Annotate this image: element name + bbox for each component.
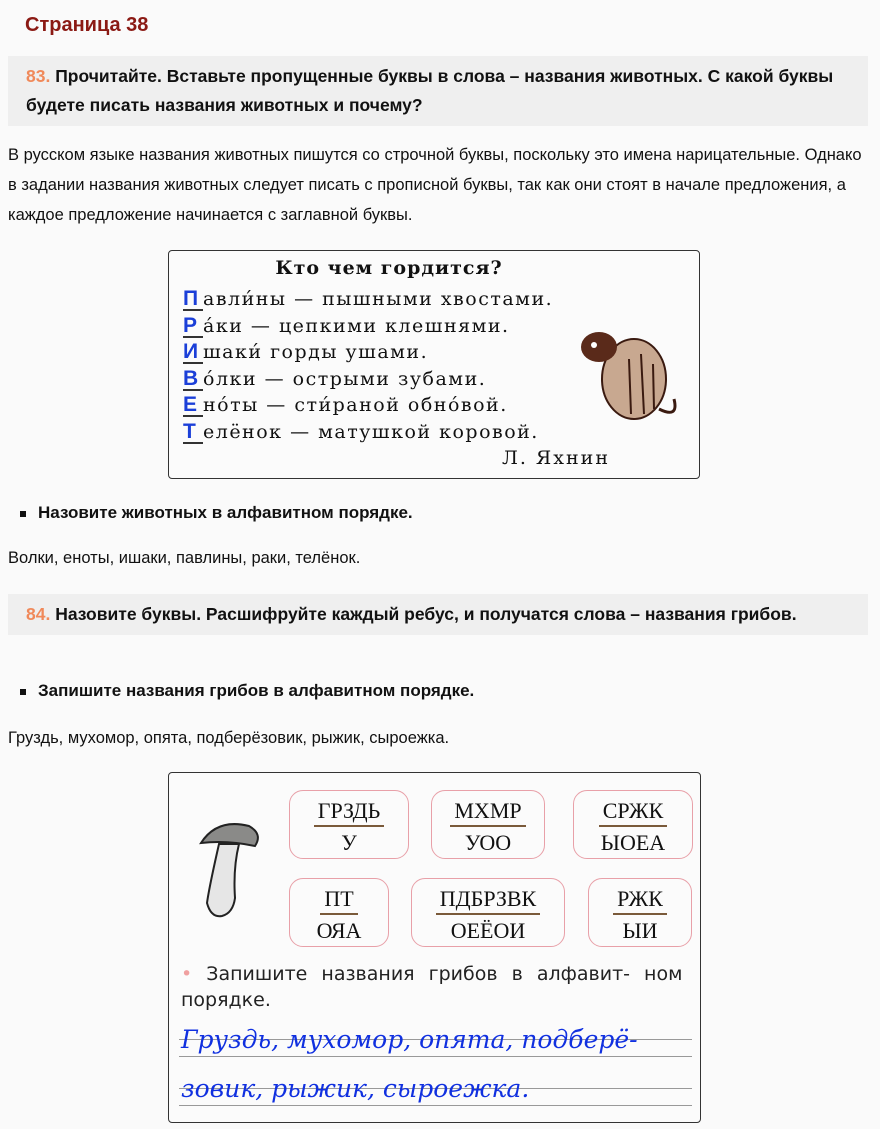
subtask-84: Запишите названия грибов в алфавитном порядке.	[20, 681, 474, 701]
rebus-card: СРЖК ЫОЕА	[573, 790, 693, 859]
task-84	[8, 594, 868, 635]
rebus-card: ПТ ОЯА	[289, 878, 389, 947]
rebus-card: ГРЗДЬ У	[289, 790, 409, 859]
poem-author: Л. Яхнин	[502, 447, 610, 469]
poem-line: В о́лки — острыми зубами.	[183, 367, 487, 390]
poem-image	[168, 250, 700, 479]
task-text: Прочитайте. Вставьте пропущенные буквы в слова – названия животных. С какой буквы будете писать названия животных и почему?	[26, 66, 834, 115]
handwriting-line: зовик, рыжик, сыроежка.	[181, 1074, 530, 1103]
poem-line: П авли́ны — пышными хвостами.	[183, 287, 554, 310]
answer-84: Груздь, мухомор, опята, подберёзовик, рыжик, сыроежка.	[8, 729, 450, 747]
subtask-83: Назовите животных в алфавитном порядке.	[20, 503, 413, 523]
page-title: Страница 38	[25, 14, 149, 36]
task-number: 83.	[26, 66, 51, 86]
rebus-card: ПДБРЗВК ОЕЁОИ	[411, 878, 565, 947]
book-instruction: • Запишите названия грибов в алфавит- ном порядке.	[181, 963, 683, 1011]
answer-83: В русском языке названия животных пишутся со строчной буквы, поскольку это имена нарицательные. Однако в задании названия животных следует писать с прописной буквы, так как они стоят в начале предложения, а каждое предложение начинается с заглавной буквы.	[8, 146, 862, 224]
poem-line: Р а́ки — цепкими клешнями.	[183, 314, 510, 337]
poem-line: Т елёнок — матушкой коровой.	[183, 420, 539, 443]
poem-line: Е но́ты — сти́раной обно́вой.	[183, 393, 508, 416]
rebus-image	[168, 772, 701, 1123]
task-text: Назовите буквы. Расшифруйте каждый ребус, и получатся слова – названия грибов.	[55, 604, 797, 624]
task-number: 84.	[26, 604, 51, 624]
poem-line: И шаки́ горды ушами.	[183, 340, 429, 363]
handwriting-line: Груздь, мухомор, опята, подберё-	[181, 1025, 638, 1054]
raccoon-illustration	[569, 319, 679, 429]
rebus-card: МХМР УОО	[431, 790, 545, 859]
mushroom-illustration	[197, 818, 267, 923]
task-83	[8, 56, 868, 126]
answer-83b: Волки, еноты, ишаки, павлины, раки, телёнок.	[8, 549, 361, 567]
poem-title: Кто чем гордится?	[275, 257, 503, 279]
rebus-card: РЖК ЫИ	[588, 878, 692, 947]
